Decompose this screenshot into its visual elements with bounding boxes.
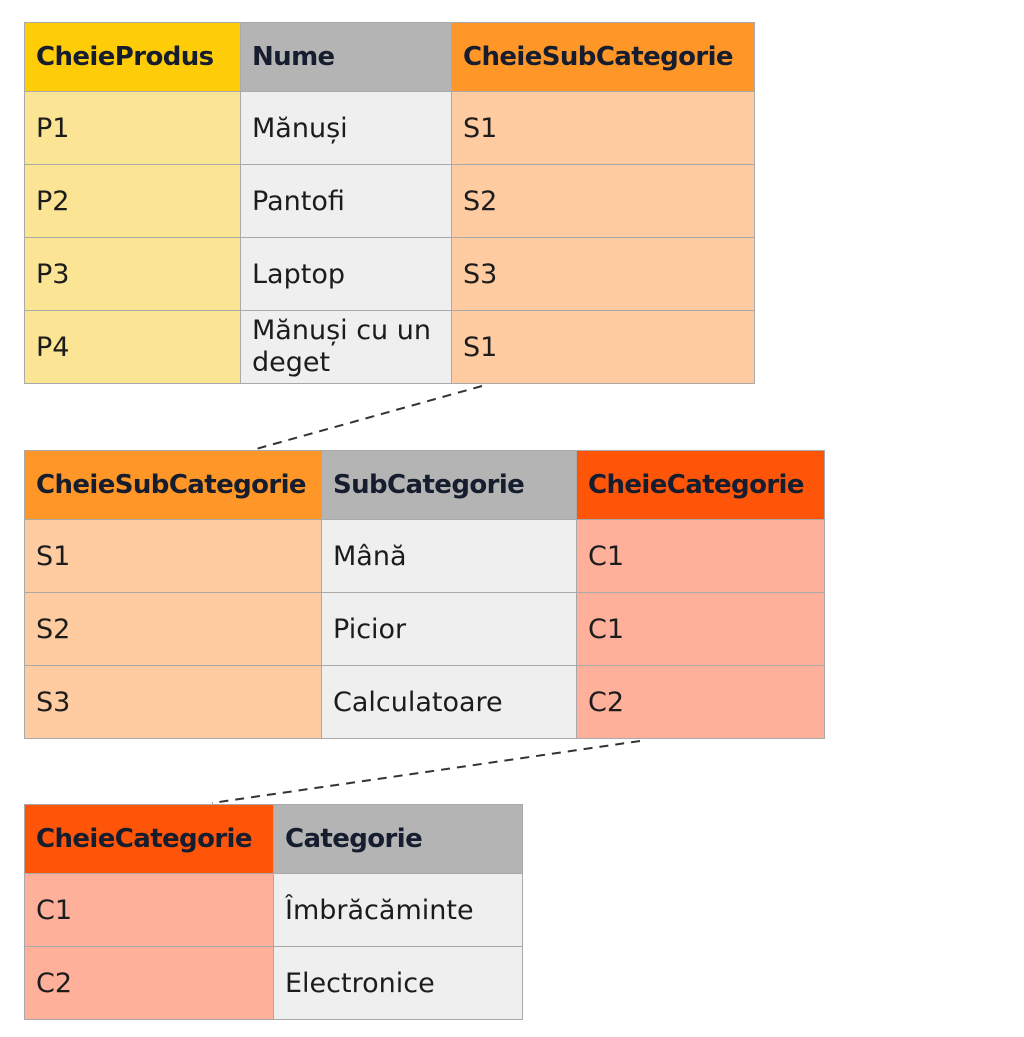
header-cheie-subcategorie: CheieSubCategorie	[25, 451, 322, 520]
cell-subcategory-name: Calculatoare	[322, 666, 577, 739]
cell-subcategory-key: S1	[25, 520, 322, 593]
header-cheie-subcategorie: CheieSubCategorie	[452, 23, 755, 92]
cell-product-key: P3	[25, 238, 241, 311]
cell-category-key: C1	[25, 874, 274, 947]
header-cheie-produs: CheieProdus	[25, 23, 241, 92]
cell-category-key: C1	[577, 593, 825, 666]
header-cheie-categorie: CheieCategorie	[577, 451, 825, 520]
table-row	[25, 165, 755, 238]
cell-subcategory-name: Mână	[322, 520, 577, 593]
table-row	[25, 311, 755, 384]
table-row	[25, 947, 523, 1020]
category-table	[24, 804, 523, 1020]
table-row	[25, 238, 755, 311]
header-nume: Nume	[241, 23, 452, 92]
table-row	[25, 874, 523, 947]
table-row	[25, 593, 825, 666]
table-header-row	[25, 451, 825, 520]
cell-product-name: Mănuși	[241, 92, 452, 165]
cell-category-key: C1	[577, 520, 825, 593]
table-row	[25, 666, 825, 739]
header-cheie-categorie: CheieCategorie	[25, 805, 274, 874]
cell-subcategory-key: S2	[452, 165, 755, 238]
cell-subcategory-key: S3	[452, 238, 755, 311]
cell-product-key: P4	[25, 311, 241, 384]
cell-product-key: P2	[25, 165, 241, 238]
table-row	[25, 520, 825, 593]
cell-subcategory-name: Picior	[322, 593, 577, 666]
table-header-row	[25, 23, 755, 92]
cell-category-name: Îmbrăcăminte	[274, 874, 523, 947]
cell-subcategory-key: S1	[452, 92, 755, 165]
header-subcategorie: SubCategorie	[322, 451, 577, 520]
cell-category-key: C2	[577, 666, 825, 739]
subcategory-table	[24, 450, 825, 739]
cell-subcategory-key: S3	[25, 666, 322, 739]
cell-subcategory-key: S1	[452, 311, 755, 384]
table-header-row	[25, 805, 523, 874]
connector-product-to-subcategory	[256, 386, 482, 449]
cell-product-name: Laptop	[241, 238, 452, 311]
cell-product-name: Mănuși cu un deget	[241, 311, 452, 384]
product-table	[24, 22, 755, 384]
header-categorie: Categorie	[274, 805, 523, 874]
table-row	[25, 92, 755, 165]
connector-subcategory-to-category	[212, 741, 640, 803]
cell-category-key: C2	[25, 947, 274, 1020]
cell-subcategory-key: S2	[25, 593, 322, 666]
cell-product-key: P1	[25, 92, 241, 165]
cell-category-name: Electronice	[274, 947, 523, 1020]
cell-product-name: Pantofi	[241, 165, 452, 238]
